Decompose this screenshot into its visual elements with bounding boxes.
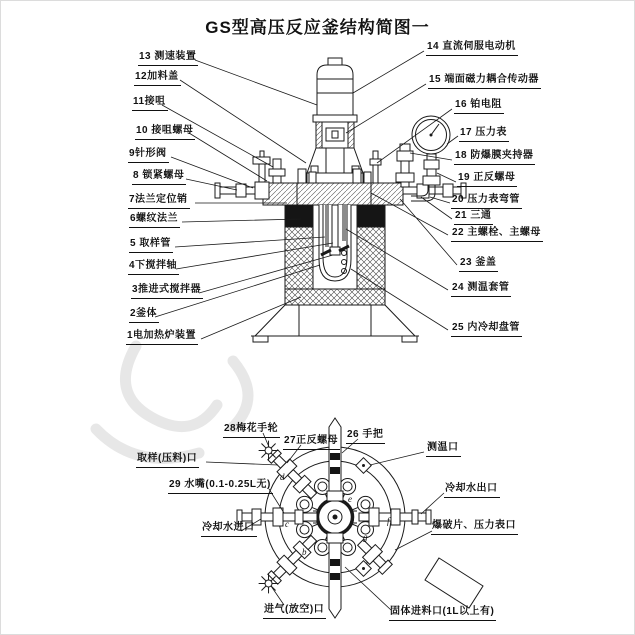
part-label-7: 7法兰定位销 bbox=[128, 194, 190, 209]
port-label-29-nozzle: 29 水嘴(0.1-0.25L无) bbox=[168, 479, 273, 494]
port-letter-c: c bbox=[285, 519, 289, 529]
port-letter-f: f bbox=[387, 516, 390, 526]
part-label-5: 5 取样管 bbox=[129, 238, 173, 253]
reactor-diagram-artwork bbox=[1, 1, 635, 635]
part-label-25: 25 内冷却盘管 bbox=[451, 322, 522, 337]
part-label-1: 1电加热炉装置 bbox=[126, 330, 198, 345]
part-label-11: 11接咀 bbox=[132, 96, 168, 111]
part-label-12: 12加料盖 bbox=[134, 71, 181, 86]
part-label-4: 4下搅拌轴 bbox=[128, 260, 179, 275]
part-label-6: 6螺纹法兰 bbox=[129, 213, 180, 228]
port-letter-g: g bbox=[363, 532, 368, 542]
port-label-rupture: 爆破片、压力表口 bbox=[431, 520, 518, 535]
part-label-10: 10 接咀螺母 bbox=[135, 125, 195, 140]
part-label-14: 14 直流伺服电动机 bbox=[426, 41, 518, 56]
port-label-26-handle: 26 手把 bbox=[346, 429, 385, 444]
part-label-17: 17 压力表 bbox=[459, 127, 509, 142]
port-label-sampling: 取样(压料)口 bbox=[136, 453, 199, 468]
port-label-solid-feed: 固体进料口(1L以上有) bbox=[389, 606, 496, 621]
part-label-24: 24 测温套管 bbox=[451, 282, 511, 297]
part-label-13: 13 测速装置 bbox=[138, 51, 198, 66]
watermark-swirl bbox=[96, 346, 248, 458]
part-label-3: 3推进式搅拌器 bbox=[131, 284, 203, 299]
part-label-22: 22 主螺栓、主螺母 bbox=[451, 227, 543, 242]
part-label-8: 8 锁紧螺母 bbox=[132, 170, 186, 185]
port-label-cooling-out: 冷却水出口 bbox=[444, 483, 500, 498]
port-label-28-handwheel: 28梅花手轮 bbox=[223, 423, 280, 438]
port-label-27-nut: 27正反螺母 bbox=[283, 435, 340, 450]
page-title: GS型高压反应釜结构简图一 bbox=[205, 18, 430, 37]
part-label-15: 15 端面磁力耦合传动器 bbox=[428, 74, 541, 89]
port-label-temp: 测温口 bbox=[426, 442, 461, 457]
part-label-9: 9针形阀 bbox=[128, 148, 169, 163]
port-letter-b: b bbox=[302, 547, 307, 557]
port-label-cooling-in: 冷却水进口 bbox=[201, 522, 257, 537]
part-label-20: 20 压力表弯管 bbox=[451, 194, 522, 209]
part-label-23: 23 釜盖 bbox=[459, 257, 498, 272]
port-letter-e: e bbox=[348, 494, 352, 504]
port-letter-d: d bbox=[280, 472, 285, 482]
part-label-21: 21 三通 bbox=[454, 210, 493, 225]
part-label-19: 19 正反螺母 bbox=[457, 172, 517, 187]
port-label-gas: 进气(放空)口 bbox=[263, 604, 326, 619]
part-label-2: 2釜体 bbox=[129, 308, 159, 323]
part-label-18: 18 防爆膜夹持器 bbox=[454, 150, 535, 165]
part-label-16: 16 铂电阻 bbox=[454, 99, 504, 114]
